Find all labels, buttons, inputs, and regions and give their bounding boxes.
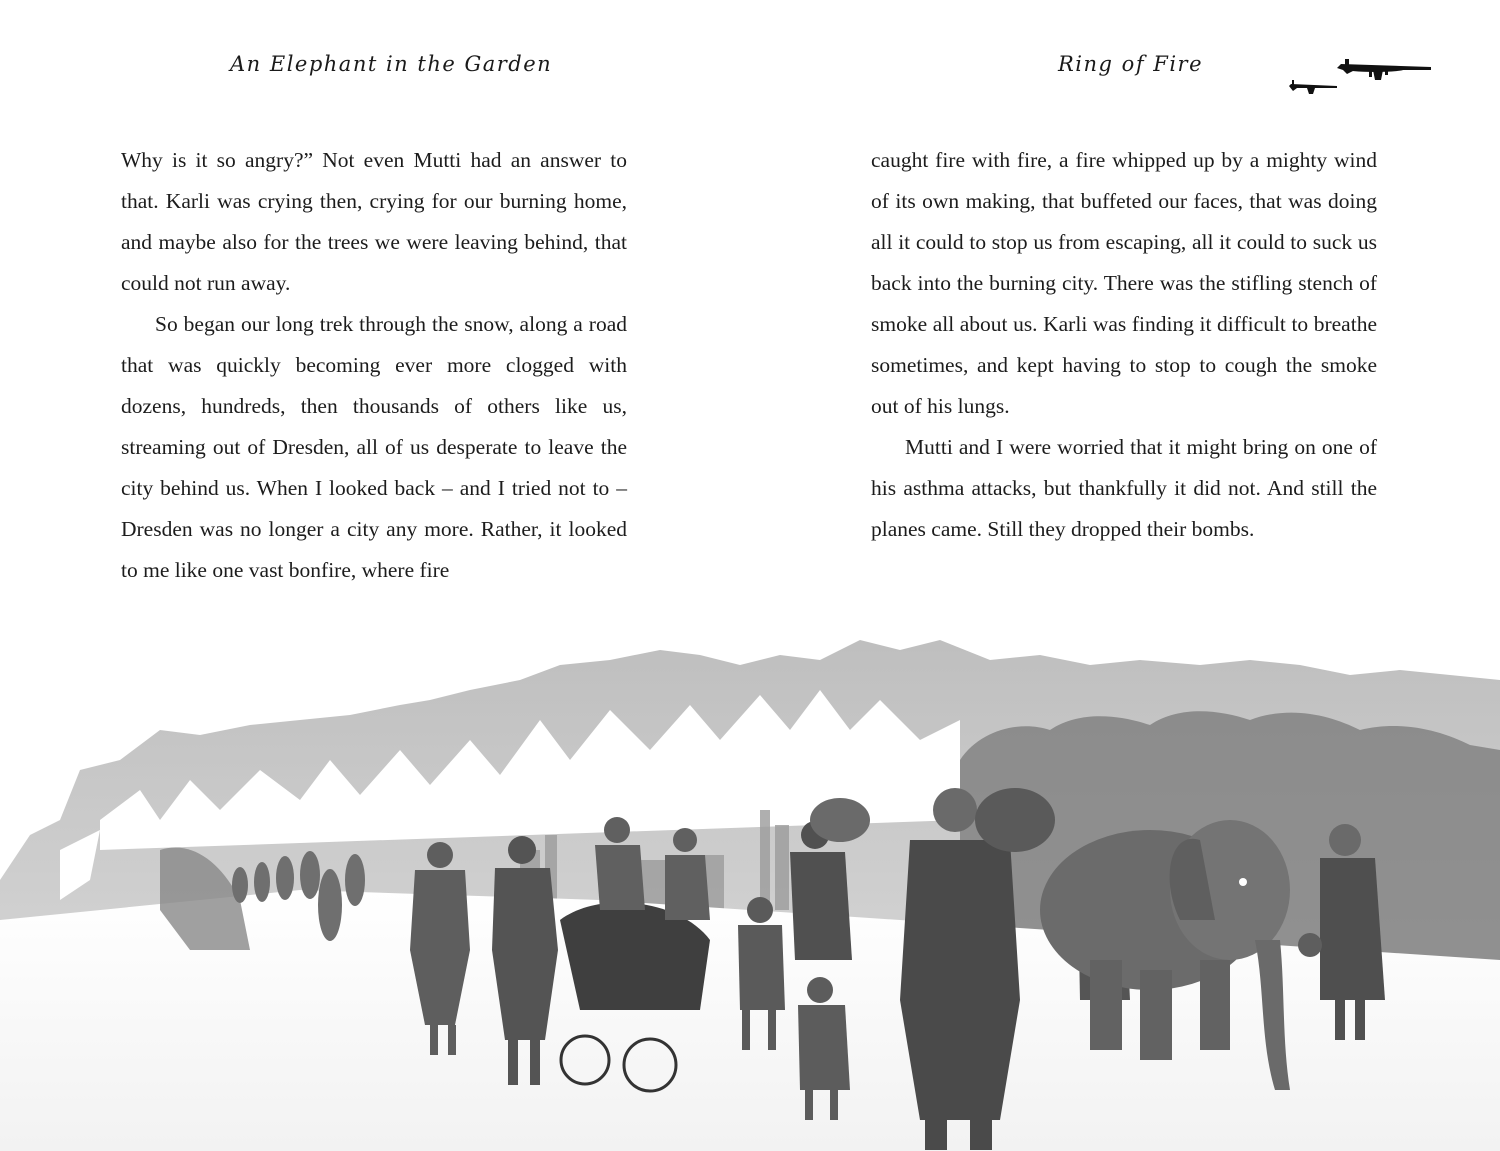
paragraph: So began our long trek through the snow, along a road that was quickly becoming ever more clogged with dozens, hundreds, then thousands of others like us, streaming out of Dresden, all of us desperate to leave the city behind us. When I looked back – and I tried not to – Dresden was no longer a city any more. Rather, it looked to me like one vast bonfire, where fire: [121, 312, 627, 582]
bomber-planes-icon: [1285, 50, 1435, 100]
paragraph: Why is it so angry?” Not even Mutti had an answer to that. Karli was crying then, crying for our burning home, and maybe also for the trees we were leaving behind, that could not run away.: [121, 148, 627, 295]
right-page-text: [871, 140, 1377, 550]
left-page-text: [121, 140, 627, 591]
refugee-march-illustration: [0, 620, 1500, 1151]
paragraph: caught fire with fire, a fire whipped up by a mighty wind of its own making, that buffeted our faces, that was doing all it could to stop us from escaping, all it could to suck us back into the burning city. There was the stifling stench of smoke all about us. Karli was finding it difficult to breathe sometimes, and kept having to stop to cough the smoke out of his lungs.: [871, 148, 1377, 418]
running-head-left: An Elephant in the Garden: [230, 52, 553, 76]
running-head-right: Ring of Fire: [1058, 52, 1204, 76]
paragraph: Mutti and I were worried that it might bring on one of his asthma attacks, but thankfully it did not. And still the planes came. Still they dropped their bombs.: [871, 435, 1377, 541]
